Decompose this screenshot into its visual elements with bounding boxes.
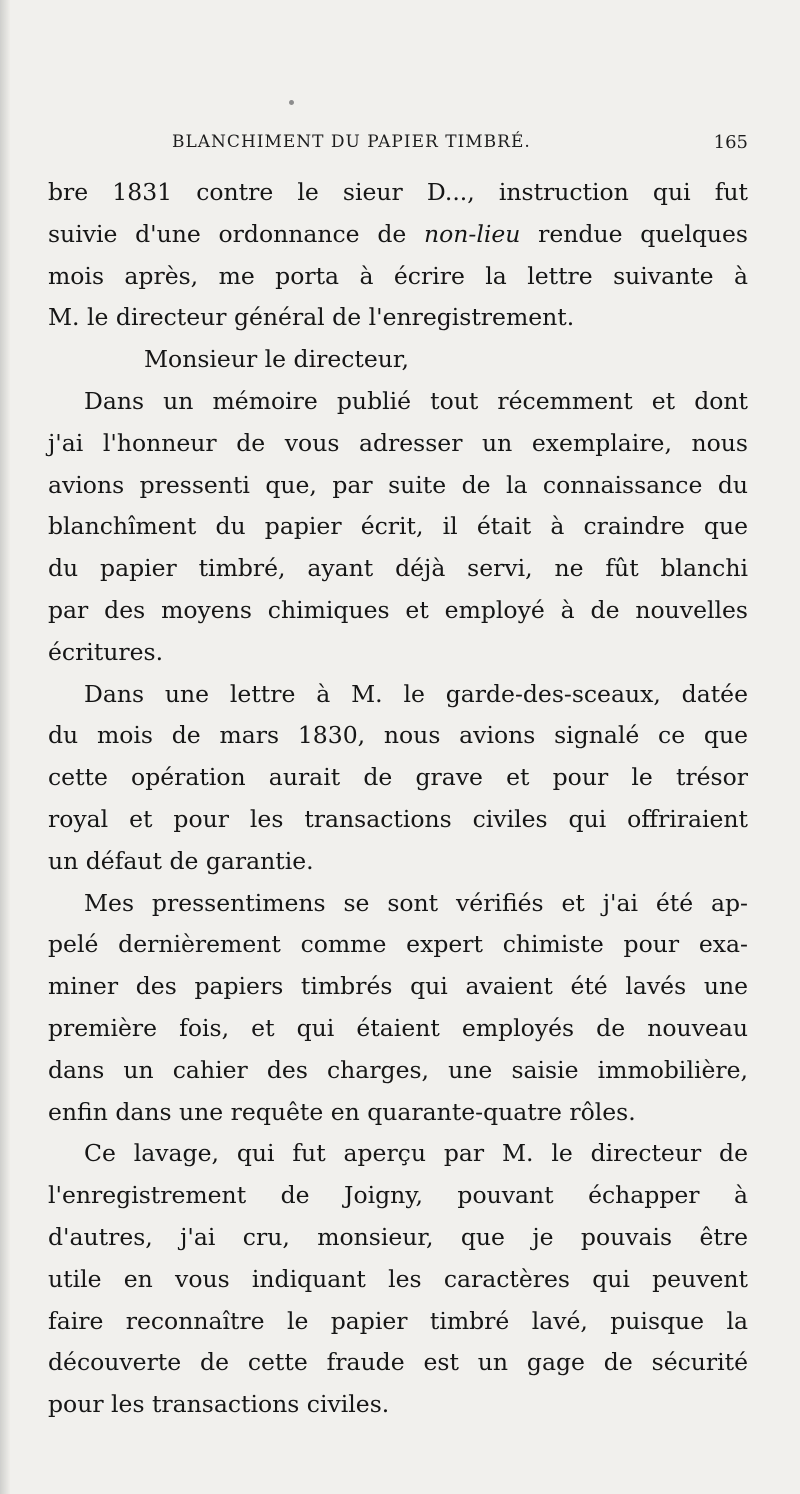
letter-salutation	[48, 339, 748, 381]
text-line: cette opération aurait de grave et pour le trésor	[48, 763, 748, 792]
text-line: un défaut de garantie.	[48, 846, 314, 875]
text-line: l'enregistrement de Joigny, pouvant échapper à	[48, 1181, 748, 1210]
text-line: faire reconnaître le papier timbré lavé, puisque la	[48, 1306, 748, 1335]
text-line: du mois de mars 1830, nous avions signalé ce que	[48, 721, 748, 750]
text-line: enfin dans une requête en quarante-quatre rôles.	[48, 1097, 636, 1126]
text-line: découverte de cette fraude est un gage de sécurité	[48, 1348, 748, 1377]
paragraph-pressentimens	[48, 883, 748, 1134]
text-line: pelé dernièrement comme expert chimiste pour exa-	[48, 930, 748, 959]
page-header	[48, 132, 748, 158]
text-line: Dans un mémoire publié tout récemment et dont	[84, 386, 748, 415]
text-line: miner des papiers timbrés qui avaient été lavés une	[48, 972, 748, 1001]
page-number: 165	[713, 132, 748, 153]
text-line: Ce lavage, qui fut aperçu par M. le directeur de	[84, 1139, 748, 1168]
text-line: écritures.	[48, 637, 164, 666]
paragraph-memoir	[48, 381, 748, 674]
ink-speck	[289, 100, 294, 105]
paragraph-letter-sceaux	[48, 674, 748, 883]
text-line	[48, 214, 748, 256]
paragraph-continuation	[48, 172, 748, 339]
salutation-line: Monsieur le directeur,	[144, 345, 410, 374]
running-title: BLANCHIMENT DU PAPIER TIMBRÉ.	[172, 132, 531, 152]
text-line: mois après, me porta à écrire la lettre suivante à	[48, 261, 748, 290]
text-line: j'ai l'honneur de vous adresser un exemplaire, nous	[48, 428, 748, 457]
text-line: première fois, et qui étaient employés de nouveau	[48, 1013, 748, 1042]
text-segment: suivie d'une ordonnance de	[48, 219, 424, 248]
text-line: M. le directeur général de l'enregistrement.	[48, 303, 575, 332]
text-line: utile en vous indiquant les caractères qui peuvent	[48, 1264, 748, 1293]
text-line: Dans une lettre à M. le garde-des-sceaux, datée	[84, 679, 748, 708]
text-line: blanchîment du papier écrit, il était à craindre que	[48, 512, 748, 541]
text-line: bre 1831 contre le sieur D..., instruction qui fut	[48, 178, 748, 206]
text-line: d'autres, j'ai cru, monsieur, que je pouvais être	[48, 1222, 748, 1251]
text-line: du papier timbré, ayant déjà servi, ne fût blanchi	[48, 554, 748, 583]
text-line: avions pressenti que, par suite de la connaissance du	[48, 470, 748, 499]
body-text	[48, 172, 748, 1426]
paragraph-lavage	[48, 1133, 748, 1426]
text-segment: rendue quelques	[520, 219, 748, 248]
text-line: pour les transactions civiles.	[48, 1390, 390, 1419]
text-line: par des moyens chimiques et employé à de nouvelles	[48, 595, 748, 624]
text-line: Mes pressentimens se sont vérifiés et j'ai été ap-	[84, 888, 748, 917]
page-edge-shadow	[0, 0, 10, 1494]
text-line: royal et pour les transactions civiles qui offriraient	[48, 804, 748, 833]
italic-term: non-lieu	[424, 219, 521, 248]
text-line: dans un cahier des charges, une saisie immobilière,	[48, 1055, 748, 1084]
